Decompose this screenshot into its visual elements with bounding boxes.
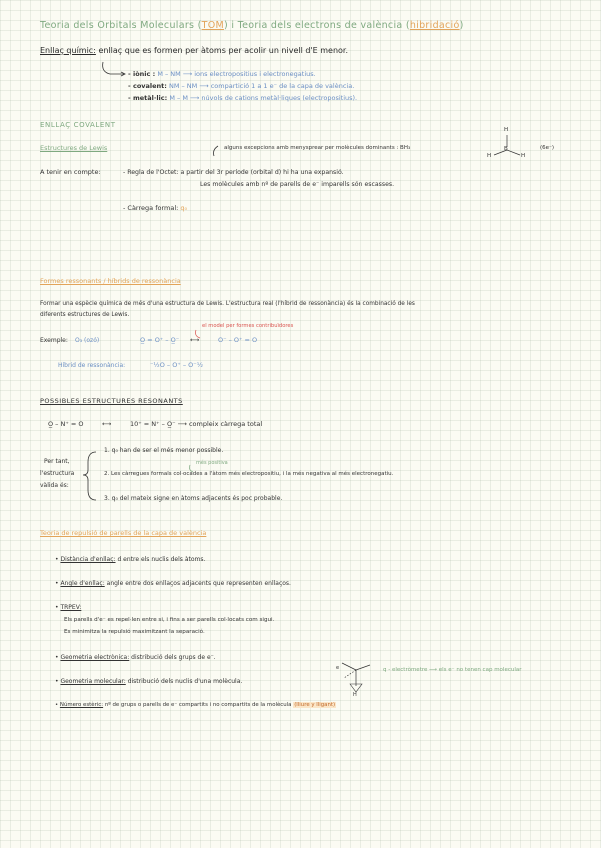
example-label: Exemple: — [40, 337, 68, 344]
trpev-term: TRPEV: — [60, 604, 82, 611]
trpev-line-1: Els parells d'e⁻ es repel·len entre si, i fins a ser parells col·locats com sigui. — [64, 617, 275, 623]
hybrid-form: ⁻½O – O⁺ – O⁻½ — [150, 361, 204, 369]
rule-point-2: 2. Les càrregues formals col·ocades a l'àtom més electropositiu, i la més negativa al més electronegatiu. — [104, 471, 394, 477]
rule-point-2-note: més positiva — [196, 460, 228, 466]
hybrid-label: Híbrid de ressonància: — [58, 362, 126, 369]
lewis-note: alguns excepcions amb menysprear per molècules dominants : BH₃ — [224, 145, 411, 151]
bh3-atom-left: H — [487, 153, 492, 159]
rule-point-3: 3. q₀ del mateix signe en àtoms adjacents és poc probable. — [104, 495, 283, 502]
bond-type-name: - iònic : — [128, 70, 156, 78]
formal-charge-value: q₀ — [180, 204, 188, 212]
title-hibridacio: hibridació — [409, 20, 460, 31]
title-part2: ) i Teoria dels electrons de valència ( — [224, 20, 410, 31]
trpev-item-electronic-geometry: • Geometria electrònica: distribució dels grups de e⁻. — [55, 654, 216, 661]
bond-type-text: NM – NM ⟶ compartició 1 a 1 e⁻ de la capa de valència. — [168, 82, 355, 90]
trpev-text: distribució dels grups de e⁻. — [131, 654, 216, 661]
enllac-covalent-heading: ENLLAÇ COVALENT — [40, 121, 116, 129]
trpev-term: Geometria electrònica: — [60, 654, 130, 661]
title-part3: ) — [459, 20, 464, 31]
trpev-item-trpev: • TRPEV: — [55, 604, 82, 611]
trpev-text: d entre els nuclis dels àtoms. — [117, 556, 206, 563]
resonance-text-line1: Formar una espècie química de més d'una estructura de Lewis. L'estructura real (l'híbrid de ressonància) és la combinació de les — [40, 301, 415, 307]
example-form-2: O⁻ – O⁺ = O — [218, 336, 258, 344]
formal-charge-row — [123, 205, 187, 213]
rule-point-1: 1. q₀ han de ser el més menor possible. — [104, 447, 224, 454]
trpev-heading: Teoria de repulsió de parells de la capa de valència — [40, 529, 207, 537]
example-molecule: O₃ (ozó) — [75, 337, 100, 344]
tenir-compte-label: A tenir en compte: — [40, 168, 101, 176]
trpev-term: Geometria molecular: — [60, 678, 126, 685]
trpev-line-2: Es minimitza la repulsió maximitzant la separació. — [64, 629, 205, 635]
bond-type-metallic — [128, 95, 357, 103]
page-title — [40, 20, 464, 31]
formal-charge-label: - Càrrega formal: — [123, 204, 179, 212]
title-tom: TOM — [201, 20, 224, 31]
enllac-quimic-definition: enllaç que es formen per àtoms per acolir un nivell d'E menor. — [98, 46, 349, 55]
side-label-3: vàlida és: — [40, 482, 69, 489]
trpev-term: Distància d'enllaç: — [60, 556, 116, 563]
trpev-text: distribució dels nuclis d'una molècula. — [127, 678, 243, 685]
possibles-formula-1: O̲ – N⁺ = O — [48, 420, 84, 428]
possibles-formula-2: 10⁺ = N⁺ – O̲⁻ ⟶ compleix càrrega total — [130, 420, 263, 428]
trpev-term: Número estèric: — [59, 702, 104, 708]
curly-arrow-icon — [214, 146, 219, 156]
bond-type-text: M – M ⟶ núvols de cations metàl·liques (electropositius). — [169, 94, 358, 102]
bond-type-ionic — [128, 71, 316, 79]
trpev-text: angle entre dos enllaços adjacents que representen enllaços. — [106, 580, 291, 587]
bond-type-text: M – NM ⟶ ions electropositius i electronegatius. — [157, 70, 316, 78]
bh3-electron-tag: (6e⁻) — [540, 145, 555, 151]
example-form-1: O̲ = O⁺ – O̲⁻ — [140, 336, 180, 344]
geometry-atom-e: e — [336, 665, 340, 671]
trpev-note: (lliure y lligant) — [294, 702, 336, 708]
geometry-atom-h: H — [353, 692, 357, 698]
trpev-item-steric-number: • Número estèric: nº de grups o parells de e⁻ compartits i no compartits de la molècula (lliure y lligant) — [55, 702, 336, 708]
trpev-item-distance: • Distància d'enllaç: d entre els nuclis dels àtoms. — [55, 556, 206, 563]
resonance-text-line2: diferents estructures de Lewis. — [40, 312, 130, 318]
bh3-atom-right: H — [521, 153, 526, 159]
trpev-item-angle: • Angle d'enllaç: angle entre dos enllaços adjacents que representen enllaços. — [55, 580, 291, 587]
bond-type-covalent — [128, 83, 354, 91]
trpev-text: nº de grups o parells de e⁻ compartits i no compartits de la molècula — [104, 702, 292, 708]
side-label-1: Per tant, — [44, 458, 70, 465]
trpev-term: Angle d'enllaç: — [60, 580, 105, 587]
possibles-heading: POSSIBLES ESTRUCTURES RESONANTS — [40, 397, 183, 405]
trpev-item-molecular-geometry: • Geometria molecular: distribució dels nuclis d'una molècula. — [55, 678, 243, 685]
model-note: el model per formes contribuïdores — [202, 323, 294, 329]
possibles-arrow: ⟷ — [102, 420, 112, 428]
enllac-quimic-block — [40, 46, 348, 56]
title-part1: Teoria dels Orbitals Moleculars ( — [40, 20, 202, 31]
odd-electrons-rule: Les molècules amb nº de parells de e⁻ imparells són escasses. — [200, 181, 395, 188]
brace-icon — [83, 452, 96, 500]
example-arrow: ⟷ — [190, 336, 200, 344]
bh3-atom-center: B — [504, 146, 508, 152]
octet-rule: - Regla de l'Octet: a partir del 3r període (orbital d) hi ha una expansió. — [123, 169, 344, 176]
resonance-heading: Formes ressonants / híbrids de ressonància — [40, 277, 181, 285]
bond-type-name: - covalent: — [128, 82, 167, 90]
bh3-atom-top: H — [504, 127, 509, 133]
side-label-2: l'estructura — [40, 470, 75, 477]
enllac-quimic-heading: Enllaç químic: — [40, 46, 96, 55]
hook-arrow-icon — [103, 62, 124, 74]
geometry-note: q - electròmetre ⟶ els e⁻ no tenen cap molecular — [383, 667, 522, 673]
lewis-heading: Estructures de Lewis — [40, 144, 108, 152]
bond-type-name: - metàl·lic: — [128, 94, 168, 102]
